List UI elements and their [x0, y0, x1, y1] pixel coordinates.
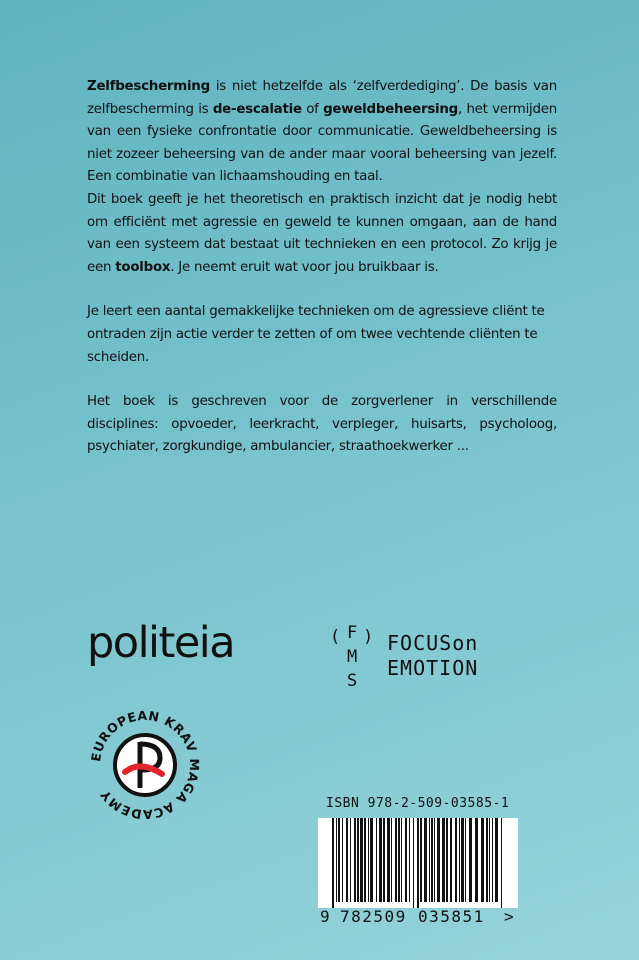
term-zelfbescherming: Zelfbescherming — [87, 79, 210, 94]
barcode-bar — [434, 818, 435, 902]
fms-letter-m: M — [347, 647, 358, 667]
barcode-bar — [383, 818, 385, 902]
barcode-bar — [332, 818, 334, 908]
paragraph-2-text-a: Dit boek geeft je het theoretisch en praktisch inzicht dat je nodig hebt om efficiënt met agressie en geweld te kunnen omgaan, aan de hand van een systeem dat bestaat uit technieken en een protocol. Zo krijg je een — [87, 191, 557, 275]
fms-paren-right: ) — [363, 627, 374, 647]
barcode-bar — [338, 818, 340, 902]
barcode-bar — [417, 818, 419, 908]
barcode-bar — [492, 818, 493, 902]
barcode-bar — [461, 818, 464, 902]
barcode-bar — [350, 818, 351, 902]
term-de-escalatie: de-escalatie — [212, 101, 302, 117]
barcode — [318, 818, 518, 908]
fms-monogram — [330, 623, 380, 693]
barcode-bar — [368, 818, 369, 902]
barcode-bar — [370, 818, 373, 902]
barcode-arrow: > — [504, 907, 514, 926]
paragraph-1-text-c: , het vermijden van een fysieke confrontatie door communicatie. Geweldbeheersing is niet zozeer beheersing van de ander maar vooral beheersing van jezelf. Een combinatie van lichaamshouding en taal. — [87, 101, 557, 185]
barcode-bar — [495, 818, 498, 902]
barcode-bar — [469, 818, 472, 902]
paragraph-1-text-b: of — [301, 101, 324, 117]
barcode-bar — [489, 818, 490, 902]
barcode-bar — [379, 818, 382, 902]
barcode-digits-left: 782509 — [340, 907, 407, 926]
fms-paren-left: ( — [330, 627, 341, 647]
fms-letter-f: F — [347, 623, 358, 643]
barcode-bar — [395, 818, 397, 902]
barcode-bar — [459, 818, 460, 902]
barcode-bar — [420, 818, 422, 902]
barcode-bar — [346, 818, 348, 902]
barcode-bar — [357, 818, 359, 902]
barcode-bar — [391, 818, 392, 902]
emblem-ring-text: EUROPEAN KRAV MAGA ACADEMY — [88, 707, 203, 823]
back-cover-text — [87, 76, 557, 459]
paragraph-audience: Het boek is geschreven voor de zorgverlener in verschillende disciplines: opvoeder, leerkracht, verpleger, huisarts, psycholoog, psychiater, zorgkundige, ambulancier, straathoekwerker ... — [87, 394, 557, 455]
barcode-bar — [342, 818, 343, 902]
fms-letter-s: S — [347, 671, 358, 691]
barcode-bar — [431, 818, 433, 902]
fms-line-focus: FOCUSon — [387, 631, 479, 655]
isbn-label: ISBN 978-2-509-03585-1 — [326, 796, 510, 811]
paragraph-2-text-b: . Je neemt eruit wat voor jou bruikbaar is. — [170, 259, 439, 275]
focus-on-emotion-logo — [330, 623, 520, 693]
term-geweldbeheersing: geweldbeheersing — [323, 101, 459, 117]
barcode-bar — [424, 818, 427, 902]
barcode-bar — [409, 818, 410, 902]
barcode-bar — [475, 818, 478, 902]
paragraph-1-text-a: is niet hetzelfde als ‘zelfverdediging’. De basis van zelfbescherming is — [87, 79, 557, 117]
barcode-bar — [455, 818, 457, 902]
barcode-bar — [429, 818, 430, 902]
barcode-bar — [360, 818, 363, 902]
barcode-digit-first: 9 — [320, 907, 330, 926]
barcode-bar — [486, 818, 488, 902]
barcode-bar — [336, 818, 337, 902]
barcode-bar — [376, 818, 377, 902]
barcode-bar — [401, 818, 402, 902]
term-toolbox: toolbox — [115, 259, 171, 275]
barcode-bar — [413, 818, 414, 908]
barcode-bar — [405, 818, 407, 902]
krav-maga-academy-emblem — [80, 700, 210, 830]
barcode-bar — [481, 818, 484, 902]
politeia-logo: politeia — [87, 618, 235, 668]
barcode-digits-right: 035851 — [418, 907, 485, 926]
paragraph-book-insight — [87, 189, 557, 279]
barcode-bar — [501, 818, 502, 908]
barcode-bar — [354, 818, 356, 902]
barcode-bar — [398, 818, 400, 902]
isbn-barcode-block — [318, 796, 518, 936]
barcode-bar — [437, 818, 440, 902]
paragraph-techniques: Je leert een aantal gemakkelijke technieken om de agressieve cliënt te ontraden zijn actie verder te zetten of om twee vechtende cliënten te scheiden. — [87, 304, 545, 365]
barcode-bar — [465, 818, 466, 902]
fms-line-emotion: EMOTION — [387, 656, 479, 680]
barcode-bar — [364, 818, 366, 902]
barcode-bar — [387, 818, 390, 902]
barcode-bar — [442, 818, 445, 902]
paragraph-self-protection — [87, 76, 557, 189]
barcode-bar — [446, 818, 448, 902]
barcode-bar — [450, 818, 452, 902]
